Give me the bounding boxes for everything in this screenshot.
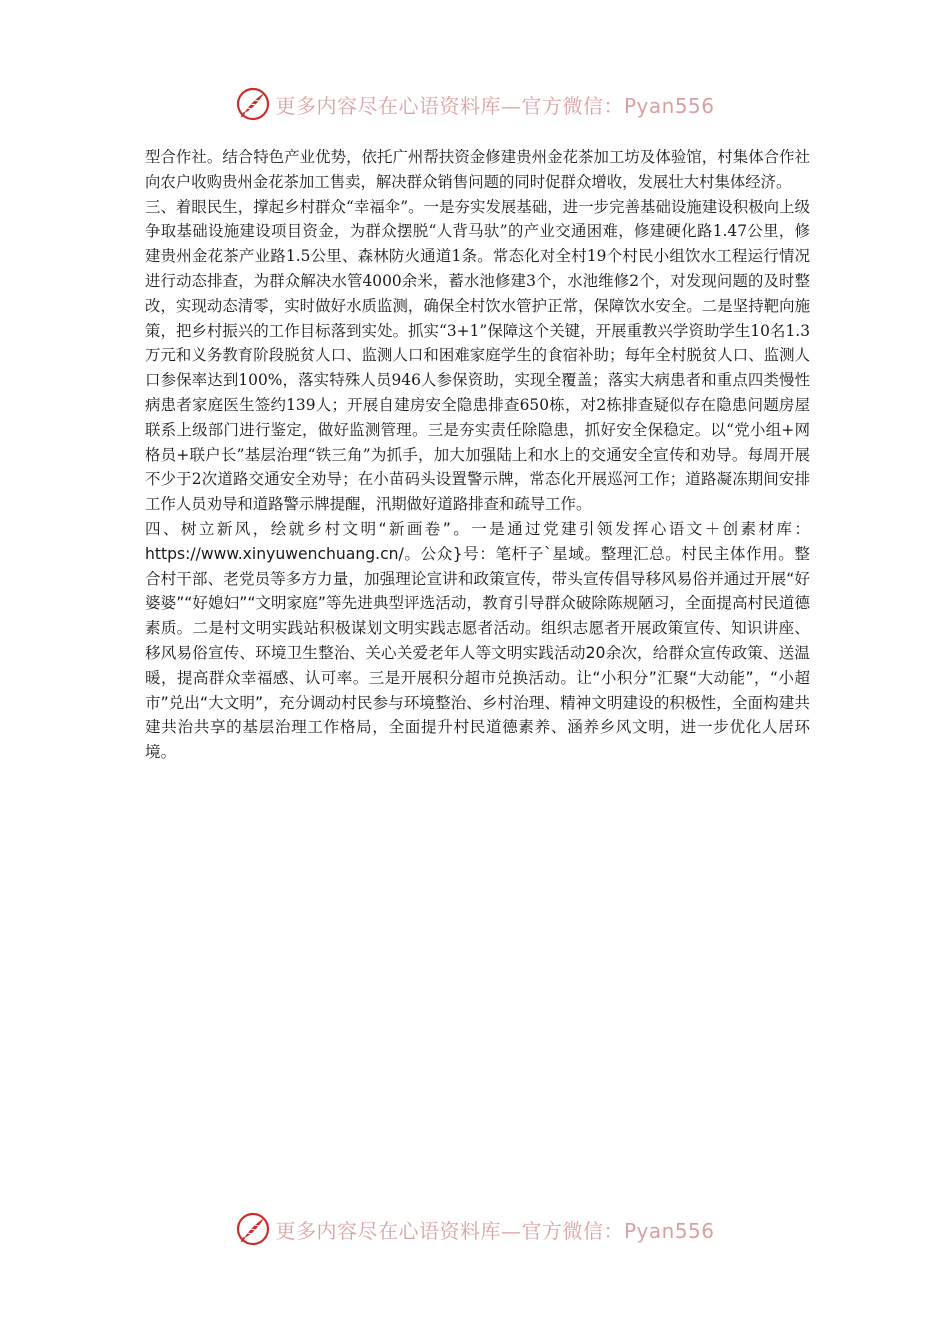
banner-title: 更多内容尽在心语资料库—官方微信：Pyan556: [275, 93, 715, 118]
banner-title: 更多内容尽在心语资料库—官方微信：Pyan556: [275, 1218, 715, 1243]
paragraph-livelihood: 三、着眼民生，撑起乡村群众“幸福伞”。一是夯实发展基础，进一步完善基础设施建设积极向上级争取基础设施建设项目资金，为群众摆脱“人背马驮”的产业交通困难，修建硬化路1.47公里，修建贵州金花茶产业路1.5公里、森林防火通道1条。常态化对全村19个村民小组饮水工程运行情况进行动态排查，为群众解决水管4000余米，蓄水池修建3个，水池维修2个，对发现问题的及时整改，实现动态清零，实时做好水质监测，确保全村饮水管护正常，保障饮水安全。二是坚持靶向施策，把乡村振兴的工作目标落到实处。抓实“3+1”保障这个关键，开展重教兴学资助学生10名1.3万元和义务教育阶段脱贫人口、监测人口和困难家庭学生的食宿补助；每年全村脱贫人口、监测人口参保率达到100%，落实特殊人员946人参保资助，实现全覆盖；落实大病患者和重点四类慢性病患者家庭医生签约139人；开展自建房安全隐患排查650栋，对2栋排查疑似存在隐患问题房屋联系上级部门进行鉴定，做好监测管理。三是夯实责任除隐患，抓好安全保稳定。以“党小组+网格员+联户长”基层治理“铁三角”为抓手，加大加强陆上和水上的交通安全宣传和劝导。每周开展不少于2次道路交通安全劝导；在小苗码头设置警示牌，常态化开展巡河工作；道路凝冻期间安排工作人员劝导和道路警示牌提醒，汛期做好道路排查和疏导工作。: [145, 197, 810, 514]
feather-pen-circle-icon: [235, 1211, 271, 1247]
banner-wechat-id: Pyan556: [623, 93, 715, 118]
header-banner: [0, 82, 950, 126]
banner-wechat-id: Pyan556: [623, 1218, 715, 1243]
feather-pen-circle-icon: [235, 86, 271, 122]
document-body: [145, 145, 810, 765]
paragraph-cooperative: 型合作社。结合特色产业优势，依托广州帮扶资金修建贵州金花茶加工坊及体验馆，村集体合作社向农户收购贵州金花茶加工售卖，解决群众销售问题的同时促群众增收，发展壮大村集体经济。: [145, 148, 810, 191]
paragraph-civilization: 四、树立新风，绘就乡村文明“新画卷”。一是通过党建引领发挥心语文＋创素材库：https://www.xinyuwenchuang.cn/。公众}号：笔杆子`星域。整理汇总。村民主体作用。整合村干部、老党员等多方力量，加强理论宣讲和政策宣传，带头宣传倡导移风易俗并通过开展“好婆婆”“好媳妇”“文明家庭”等先进典型评选活动，教育引导群众破除陈规陋习，全面提高村民道德素质。二是村文明实践站积极谋划文明实践志愿者活动。组织志愿者开展政策宣传、知识讲座、移风易俗宣传、环境卫生整治、关心关爱老年人等文明实践活动20余次，给群众宣传政策、送温暖，提高群众幸福感、认可率。三是开展积分超市兑换活动。让“小积分”汇聚“大动能”，“小超市”兑出“大文明”，充分调动村民参与环境整治、乡村治理、精神文明建设的积极性，全面构建共建共治共享的基层治理工作格局，全面提升村民道德素养、涵养乡风文明，进一步优化人居环境。: [145, 519, 810, 762]
footer-banner: [0, 1207, 950, 1251]
